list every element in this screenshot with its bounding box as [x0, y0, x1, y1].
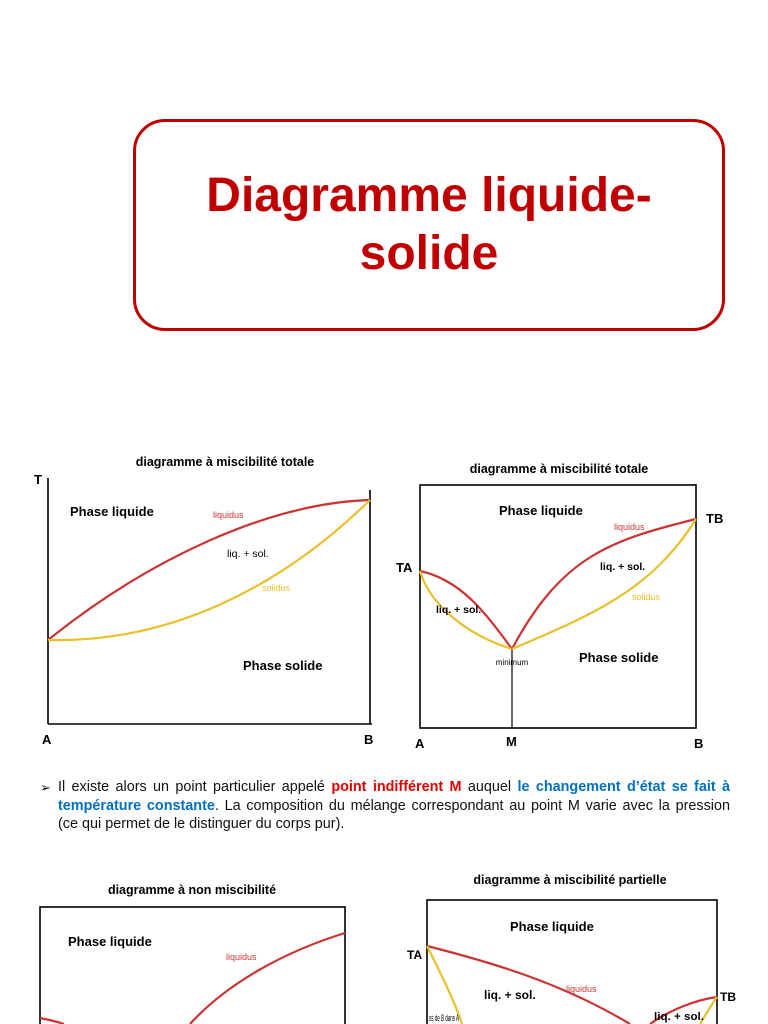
- liquidus-right: [512, 519, 696, 649]
- region-phase-liquide: Phase liquide: [510, 919, 594, 934]
- liquidus-label: liquidus: [566, 984, 597, 994]
- explanation-paragraph: Il existe alors un point particulier appelé point indifférent M auquel le changement d’état se fait à température constante. La composition du mélange correspondant au point M varie avec la pression (ce qui permet de le distinguer du corps pur).: [58, 779, 731, 832]
- y-axis-label: T: [34, 472, 42, 487]
- region-liq-sol-left: liq. + sol.: [436, 604, 482, 616]
- solidus-curve: [48, 500, 370, 640]
- diagram-non-miscibility: [30, 870, 360, 1024]
- page-title: Diagramme liquide-solide: [206, 169, 652, 280]
- liquidus-label: liquidus: [614, 522, 645, 532]
- region-liq-sol-right: liq. + sol.: [654, 1011, 704, 1023]
- diagram-title: diagramme à miscibilité partielle: [473, 873, 667, 887]
- solidus-label: solidus: [262, 583, 291, 593]
- diagram-partial-miscibility: [400, 862, 768, 1024]
- title-box: [133, 119, 725, 331]
- region-phase-solide: Phase solide: [243, 658, 323, 673]
- bullet-icon: ➢: [40, 780, 51, 795]
- solidus-right: [512, 519, 696, 649]
- plot-frame: [40, 907, 345, 1024]
- minimum-label: minimum: [495, 658, 529, 667]
- liquidus-label: liquidus: [213, 510, 244, 520]
- liquidus-curve: [48, 500, 370, 640]
- x-label-a: A: [415, 736, 425, 751]
- liquidus-label: liquidus: [226, 952, 257, 962]
- tb-label: TB: [706, 511, 724, 526]
- diagram-total-miscibility-2: [392, 455, 737, 755]
- x-label-b: B: [694, 736, 704, 751]
- liquidus-left-start: [40, 1018, 64, 1024]
- region-liq-sol: liq. + sol.: [227, 548, 269, 560]
- ta-label: TA: [396, 560, 413, 575]
- solidus-label: solidus: [632, 592, 661, 602]
- region-phase-liquide: Phase liquide: [499, 503, 583, 518]
- region-phase-liquide: Phase liquide: [68, 934, 152, 949]
- region-liq-sol-right: liq. + sol.: [600, 561, 646, 573]
- x-label-a: A: [42, 732, 52, 747]
- ta-label: TA: [407, 948, 423, 962]
- tb-label: TB: [720, 990, 736, 1004]
- region-ss-b-in-a: ss de B dans A: [429, 1013, 460, 1024]
- highlight-point-indifferent: point indifférent M: [331, 779, 462, 795]
- liquidus-curve: [190, 933, 345, 1024]
- region-phase-liquide: Phase liquide: [70, 504, 154, 519]
- diagram-title: diagramme à miscibilité totale: [135, 455, 315, 469]
- x-label-m: M: [506, 734, 517, 749]
- region-liq-sol-left: liq. + sol.: [484, 988, 536, 1002]
- highlight-constant-temperature: le changement d’état se fait à température constante: [58, 779, 731, 814]
- diagram-total-miscibility-1: [30, 448, 390, 753]
- region-phase-solide: Phase solide: [579, 650, 659, 665]
- diagram-title: diagramme à non miscibilité: [107, 883, 277, 897]
- diagram-title: diagramme à miscibilité totale: [469, 462, 649, 476]
- x-label-b: B: [364, 732, 374, 747]
